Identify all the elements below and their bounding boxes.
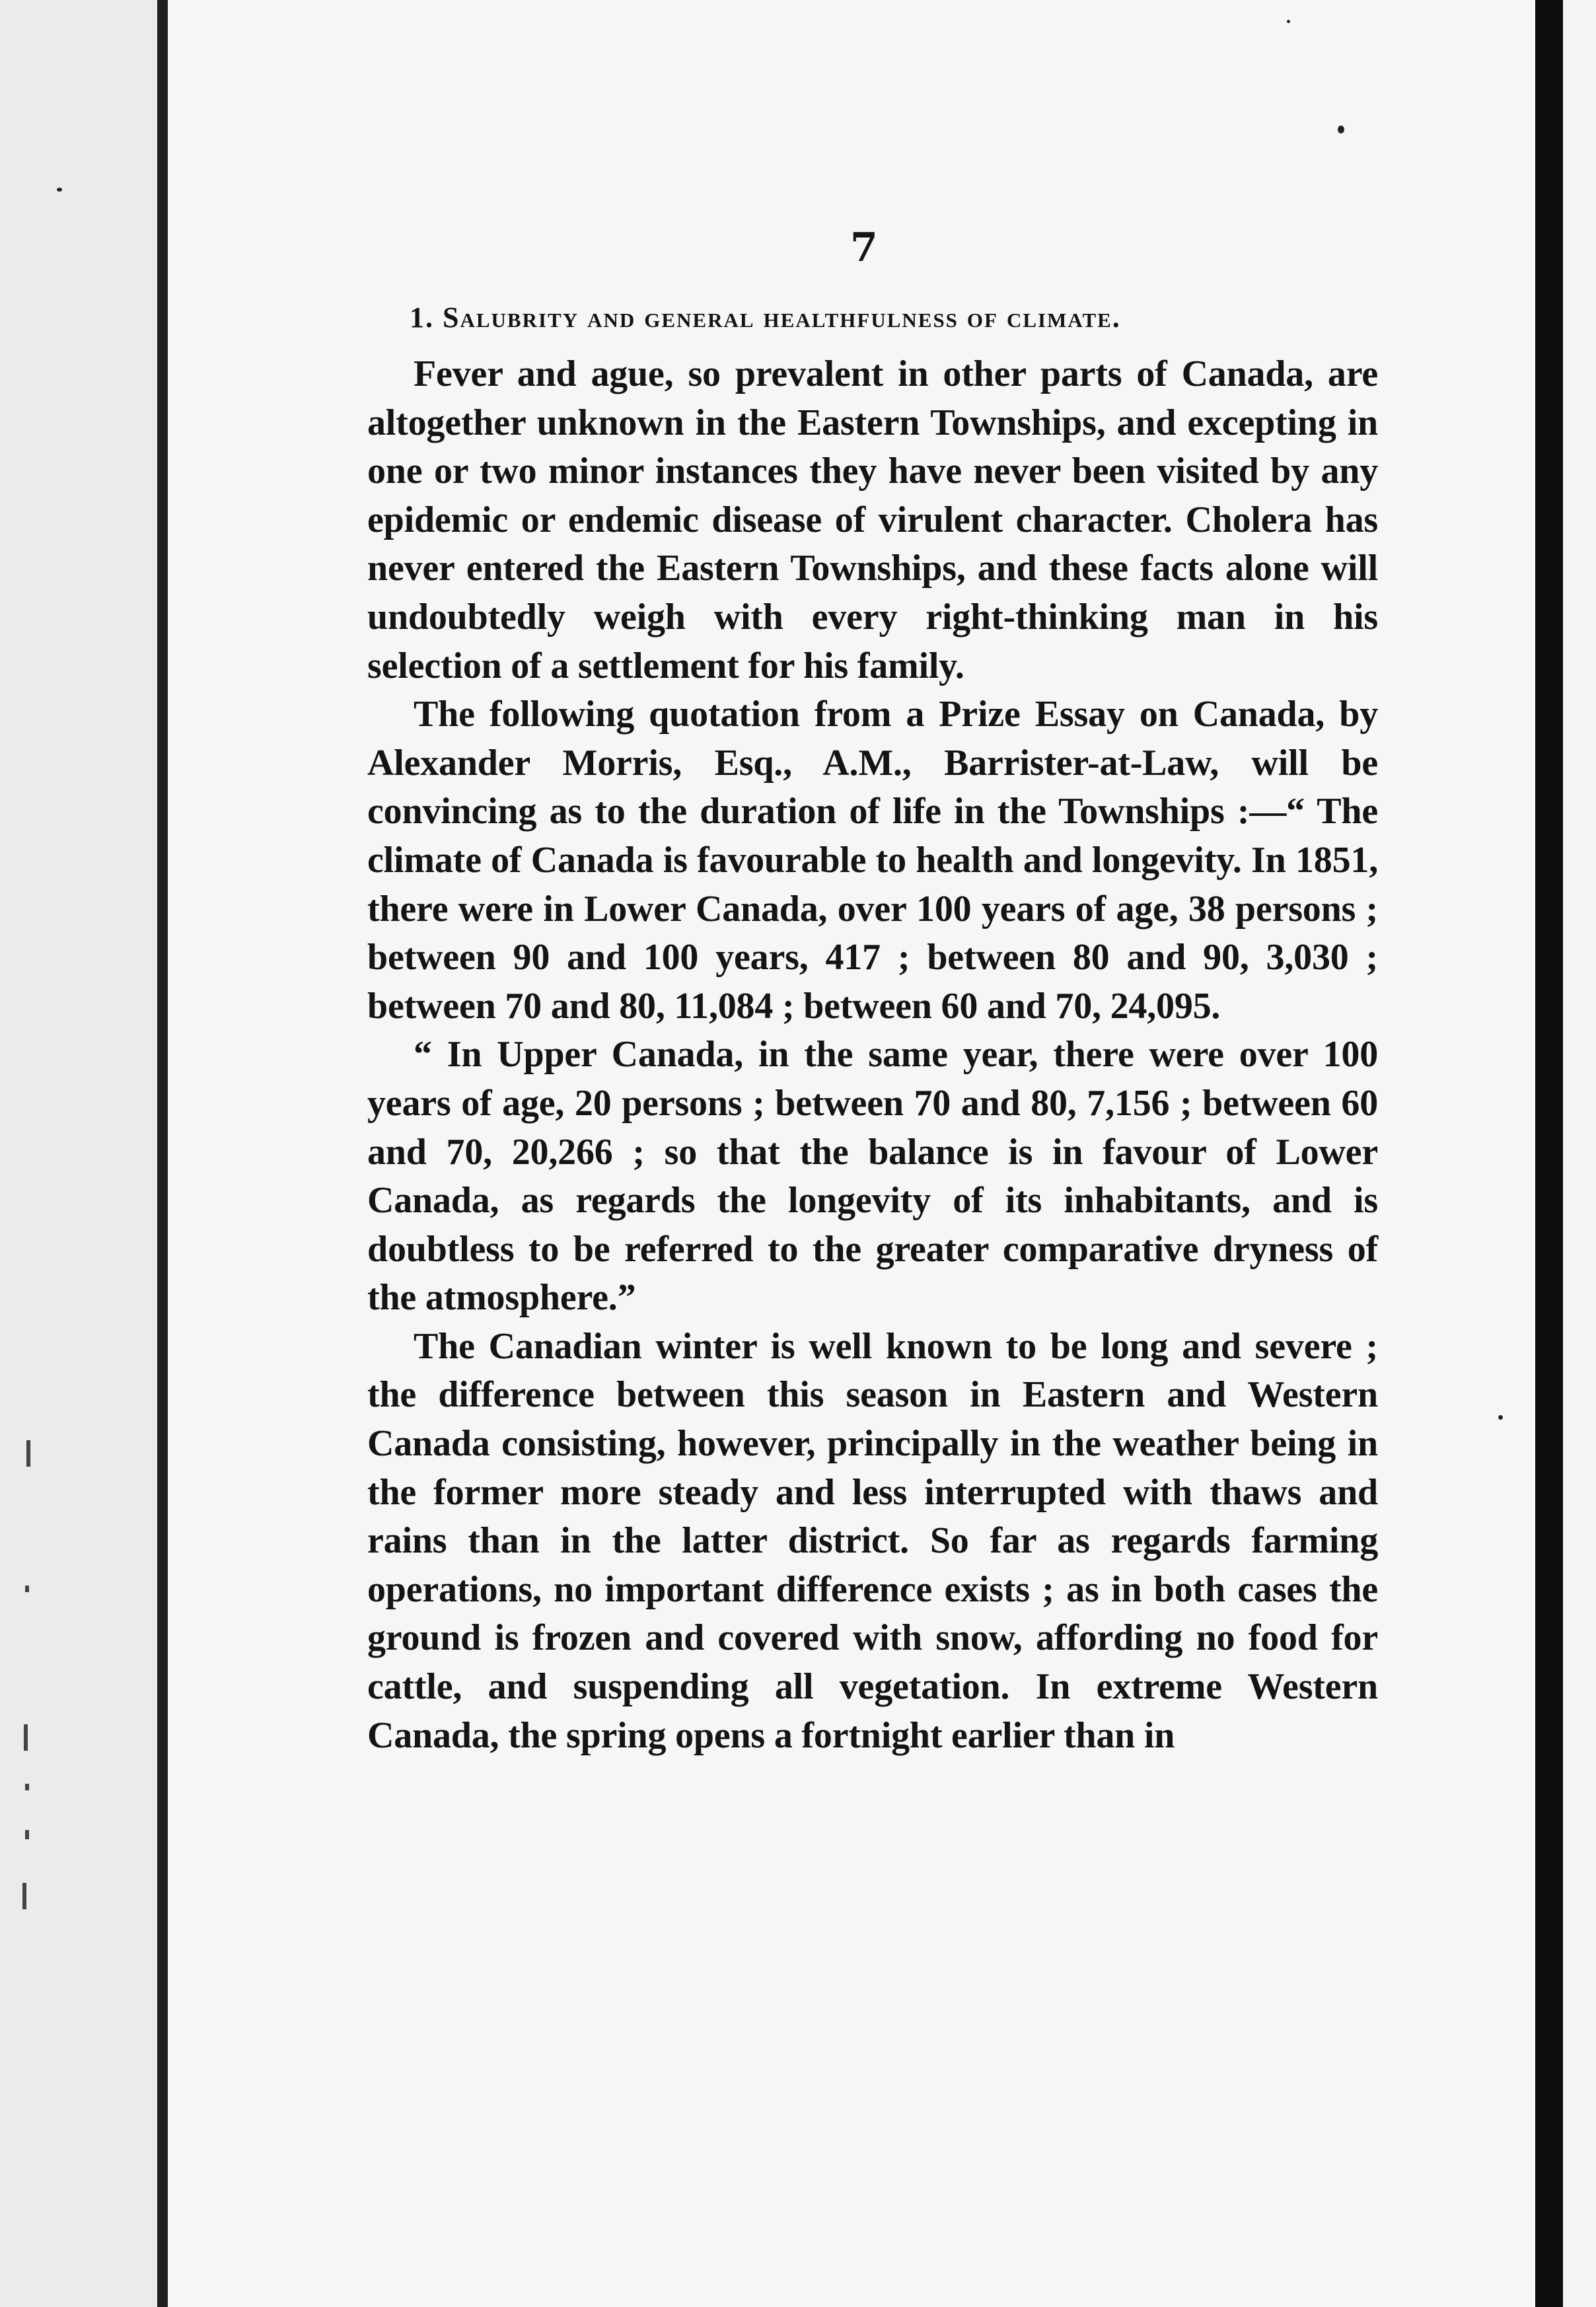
scan-speck [1498, 1415, 1503, 1420]
margin-mark [25, 1830, 29, 1839]
page-number: 7 [850, 225, 878, 271]
section-heading: 1. Salubrity and general healthfulness of climate. [410, 301, 1121, 334]
paragraph: The Canadian winter is well known to be long and severe ; the difference between this season in Eastern and Western Canada consisting, however, principally in the weather being in the former more steady and less interrupted with thaws and rains than in the latter district. So far as regards farming operations, no important difference exists ; as in both cases the ground is frozen and covered with snow, affording no food for cattle, and suspending all vegetation. In extreme Western Canada, the spring opens a fortnight earlier than in [367, 1325, 1378, 1756]
margin-mark [24, 1724, 28, 1751]
paragraph: The following quotation from a Prize Essay on Canada, by Alexander Morris, Esq., A.M., Barrister-at-Law, will be convincing as to the duration of life in the Townships :—“ The climate of Canada is favourable to health and longevity. In 1851, there were in Lower Canada, over 100 years of age, 38 persons ; between 90 and 100 years, 417 ; between 80 and 90, 3,030 ; between 70 and 80, 11,084 ; between 60 and 70, 24,095. [367, 694, 1378, 1027]
scan-edge [1535, 0, 1563, 2307]
facing-page-edge [0, 0, 157, 2307]
margin-mark [26, 1440, 30, 1467]
paragraph: Fever and ague, so prevalent in other parts of Canada, are altogether unknown in the Eastern Townships, and excepting in one or two minor instances they have never been visited by any epidemic or endemic disease of virulent character. Cholera has never entered the Eastern Townships, and these facts alone will undoubtedly weigh with every right-thinking man in his selection of a settlement for his family. [367, 353, 1378, 686]
margin-mark [22, 1883, 26, 1909]
margin-mark [25, 1784, 29, 1790]
scan-speck [1338, 126, 1344, 133]
margin-mark [25, 1586, 29, 1592]
margin-speck [57, 188, 62, 192]
page-spine [157, 0, 168, 2307]
scan-speck [1287, 20, 1290, 23]
body-text [367, 297, 1378, 1760]
paragraph: “ In Upper Canada, in the same year, there were over 100 years of age, 20 persons ; between 70 and 80, 7,156 ; between 60 and 70, 20,266 ; so that the balance is in favour of Lower Canada, as regards the longevity of its inhabitants, and is doubtless to be referred to the greater comparative dryness of the atmosphere.” [367, 1034, 1378, 1319]
